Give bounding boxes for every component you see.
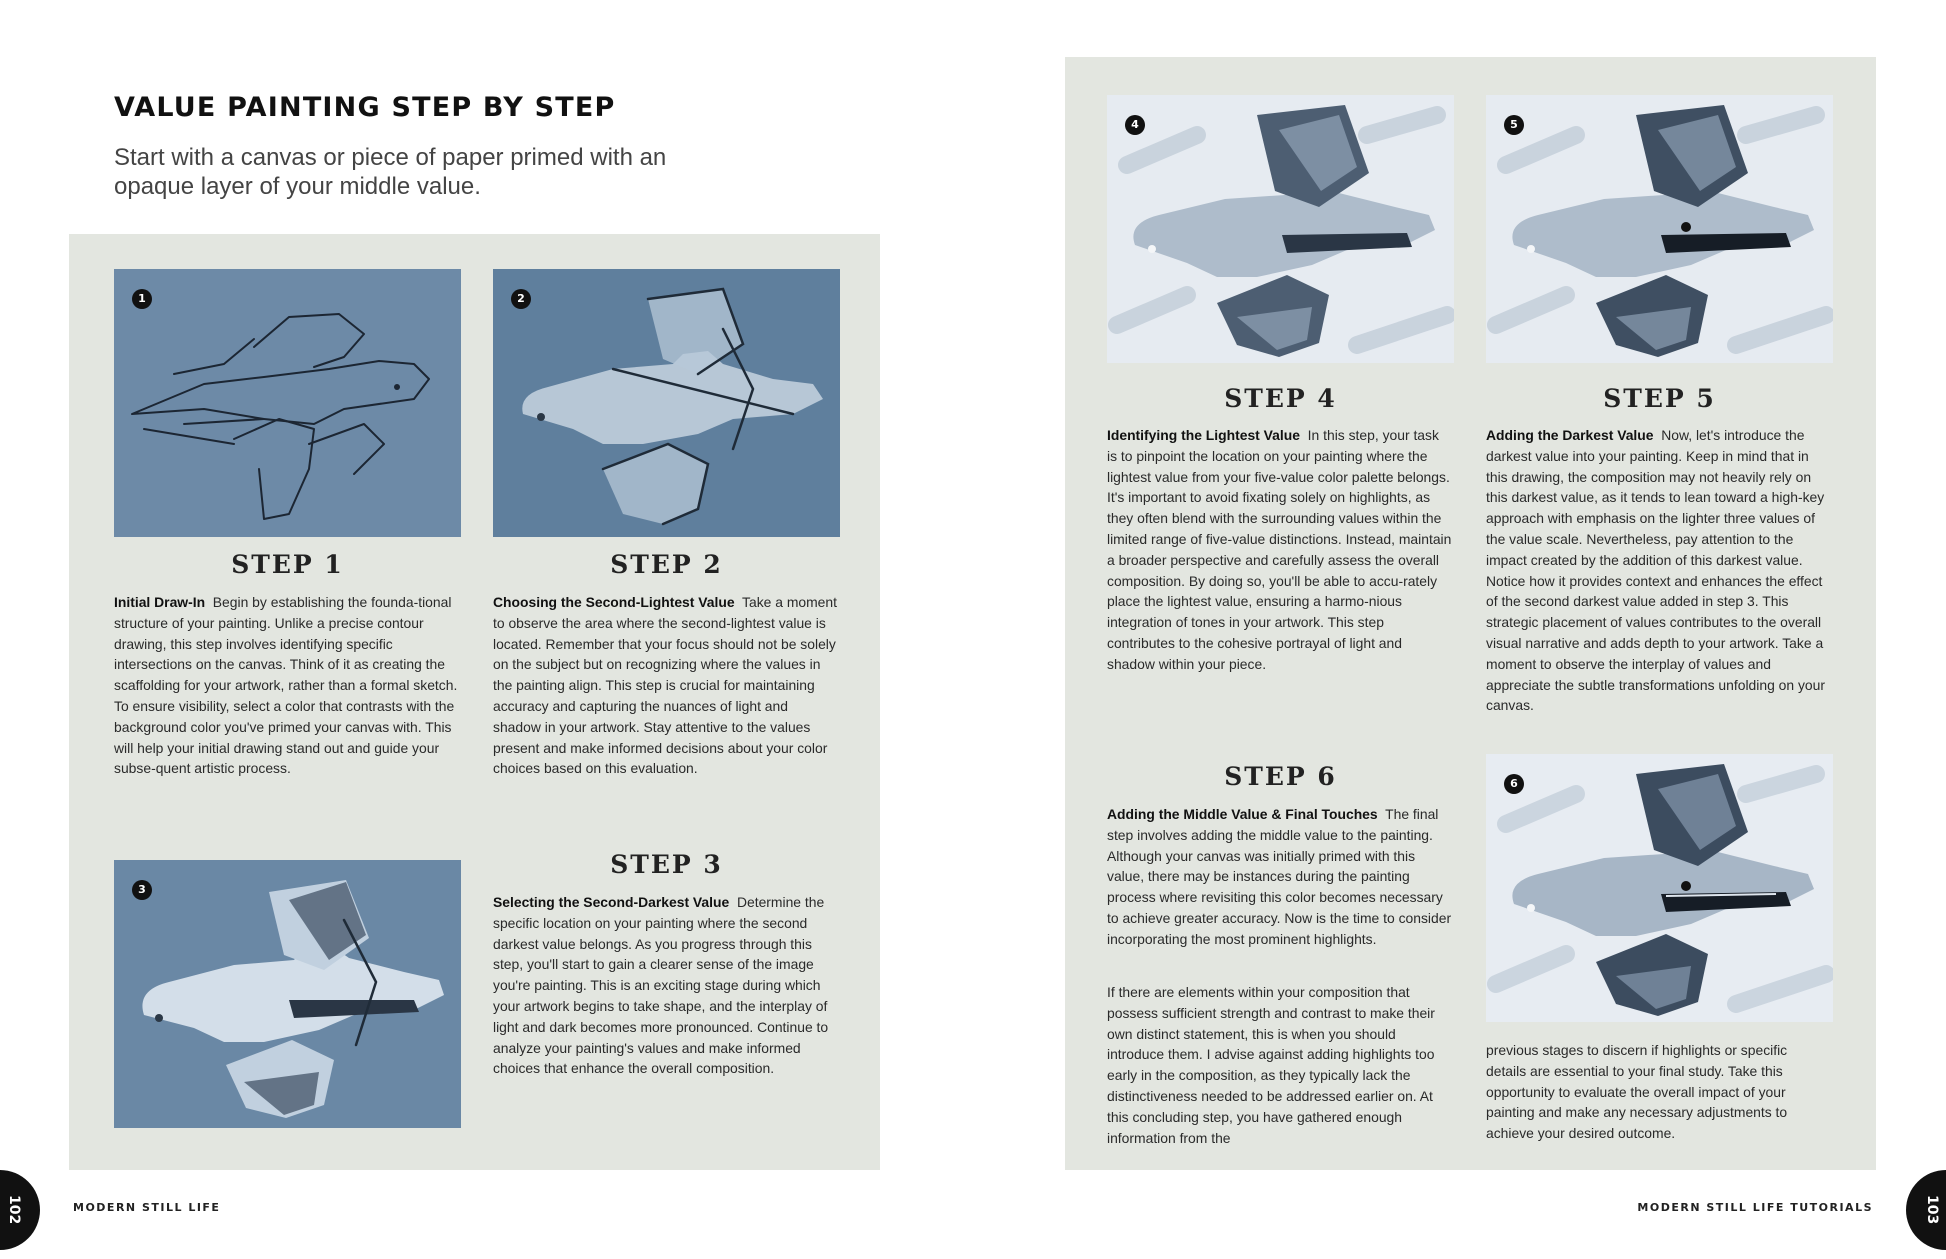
page-number-tab-left [0,1170,40,1250]
step-2-lead: Choosing the Second-Lightest Value [493,594,735,610]
step-3-lead: Selecting the Second-Darkest Value [493,894,730,910]
step-1-text [114,592,459,779]
step-6-number-badge: 6 [1504,774,1524,794]
step-2-number-badge: 2 [511,289,531,309]
step-3-text [493,892,838,1079]
page-subtitle: Start with a canvas or piece of paper primed with an opaque layer of your middle value. [114,144,667,200]
step-6-body: The final step involves adding the middle value to the painting. Although your canvas was initially primed with this value, there may be instances during the painting process where revisiting this color becomes necessary to achieve greater accuracy. Now is the time to consider incorporating the most prominent highlights. [1107,806,1452,947]
left-footer: MODERN STILL LIFE [73,1201,221,1214]
step-6-image [1486,754,1833,1022]
step-4-body: In this step, your task is to pinpoint the location on your painting where the lightest value from your five-value color palette belongs. It's important to avoid fixating solely on highlights, as they often blend with the surrounding values within the limited range of five-value distinctions. Instead, maintain a broader perspective and carefully assess the overall composition. By doing so, you'll be able to accu-rately place the lightest value, ensuring a harmo-nious integration of tones in your artwork. This step contributes to the cohesive portrayal of light and shadow within your piece. [1107,427,1452,672]
step-3-image [114,860,461,1128]
step-2-heading: STEP 2 [610,550,723,579]
step-5-heading: STEP 5 [1603,384,1716,413]
step-4-image [1107,95,1454,363]
step-4-number-badge: 4 [1125,115,1145,135]
step-5-lead: Adding the Darkest Value [1486,427,1654,443]
step-4-text [1107,425,1452,675]
step-2-text [493,592,838,779]
step-1-number-badge: 1 [132,289,152,309]
step-6-text-final: previous stages to discern if highlights or specific details are essential to your final study. Take this opportunity to evaluate the overall impact of your painting and make any necessary adjustments to achieve your desired outcome. [1486,1042,1788,1142]
page-title: VALUE PAINTING STEP BY STEP [114,92,616,123]
page-number-left: 102 [6,1195,22,1225]
step-5-text [1486,425,1831,716]
step-2-body: Take a moment to observe the area where the second-lightest value is located. Remember that your focus should not be solely on the subject but on recognizing where the values in the painting align. This step is crucial for maintaining accuracy and capturing the nuances of light and shadow in your artwork. Stay attentive to the values present and make informed decisions about your color choices based on this evaluation. [493,594,837,777]
step-6-lead: Adding the Middle Value & Final Touches [1107,806,1378,822]
step-1-lead: Initial Draw-In [114,594,206,610]
step-1-image [114,269,461,537]
step-6-heading: STEP 6 [1224,762,1337,791]
page-number-right: 103 [1924,1195,1940,1225]
step-3-body: Determine the specific location on your painting where the second darkest value belongs. As you progress through this step, you'll start to gain a clearer sense of the image you're painting. This is an exciting stage during which your artwork begins to take shape, and the interplay of light and dark becomes more pronounced. Continue to analyze your painting's values and make informed choices that enhance the overall composition. [493,894,829,1077]
step-4-heading: STEP 4 [1224,384,1337,413]
step-3-number-badge: 3 [132,880,152,900]
step-5-body: Now, let's introduce the darkest value into your painting. Keep in mind that in this drawing, the composition may not heavily rely on this darkest value, as it tends to lean toward a high-key approach with emphasis on the lighter three values of the value scale. Nevertheless, pay attention to the impact created by the addition of this darkest value. Notice how it provides context and enhances the effect of the second darkest value added in step 3. This strategic placement of values contributes to the overall visual narrative and adds depth to your artwork. Take a moment to observe the interplay of values and appreciate the subtle transformations unfolding on your canvas. [1486,427,1825,714]
step-1-heading: STEP 1 [231,550,344,579]
step-3-heading: STEP 3 [610,850,723,879]
step-6-text [1107,804,1452,950]
step-1-body: Begin by establishing the founda-tional structure of your painting. Unlike a precise contour drawing, this step involves identifying specific intersections on the canvas. Think of it as creating the scaffolding for your artwork, rather than a formal sketch. To ensure visibility, select a color that contrasts with the background color you've primed your canvas with. This will help your initial drawing stand out and guide your subse-quent artistic process. [114,594,458,777]
step-5-image [1486,95,1833,363]
step-2-image [493,269,840,537]
step-6-text-continued: If there are elements within your composition that possess sufficient strength and contrast to make their own distinct statement, this is when you should introduce them. I advise against adding highlights too early in the composition, as they typically lack the distinctiveness needed to be addressed earlier on. At this concluding step, you have gathered enough information from the [1107,984,1435,1146]
right-footer: MODERN STILL LIFE TUTORIALS [1637,1201,1873,1214]
page-number-tab-right [1906,1170,1946,1250]
step-5-number-badge: 5 [1504,115,1524,135]
step-4-lead: Identifying the Lightest Value [1107,427,1300,443]
